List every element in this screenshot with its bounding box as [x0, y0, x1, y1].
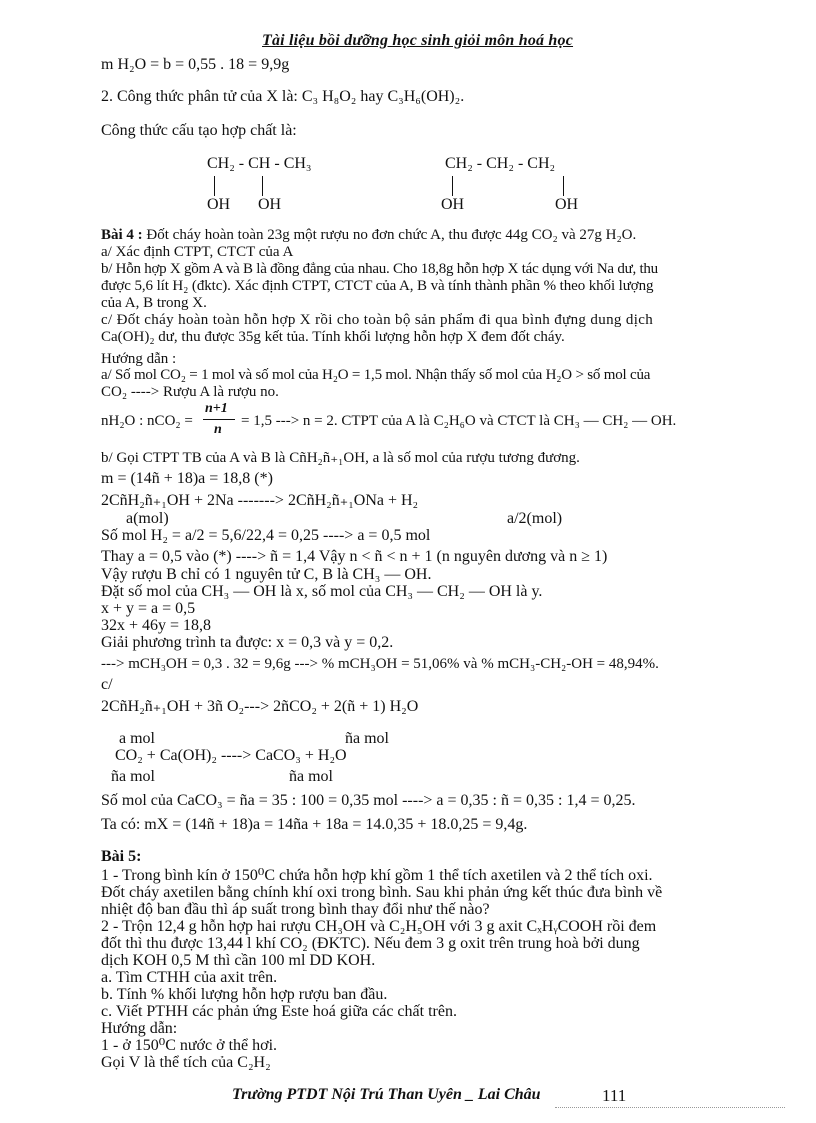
- text-line: a/ Số mol CO₂ = 1 mol và số mol của H₂O = 1,5 mol. Nhận thấy số mol của H₂O > số mol của: [101, 367, 651, 383]
- page-number: 111: [602, 1086, 627, 1105]
- bond-line: [452, 176, 453, 196]
- text-line: 1 - Trong bình kín ở 150⁰C chứa hỗn hợp khí gồm 1 thể tích axetilen và 2 thể tích oxi.: [101, 867, 653, 884]
- bond-line: [563, 176, 564, 196]
- text-line: của A, B trong X.: [101, 295, 207, 311]
- text-line: ---> mCH₃OH = 0,3 . 32 = 9,6g ---> % mCH₃OH = 51,06% và % mCH₃-CH₂-OH = 48,94%.: [101, 656, 659, 672]
- text-line: = 1,5 ---> n = 2. CTPT của A là C₂H₆O và CTCT là CH₃ — CH₂ — OH.: [241, 413, 677, 429]
- text-line: Số mol H₂ = a/2 = 5,6/22,4 = 0,25 ----> a = 0,5 mol: [101, 527, 431, 544]
- text-line: nhiệt độ ban đầu thì áp suất trong bình thay đổi như thế nào?: [101, 901, 490, 918]
- text-line: b/ Gọi CTPT TB của A và B là CñH₂ñ₊₁OH, a là số mol của rượu tương đương.: [101, 450, 580, 466]
- text-line: a(mol): [126, 510, 169, 527]
- fraction-numerator: n+1: [205, 401, 228, 416]
- fraction-denominator: n: [214, 422, 222, 437]
- text-line: Ta có: mX = (14ñ + 18)a = 14ña + 18a = 14.0,35 + 18.0,25 = 9,4g.: [101, 816, 528, 833]
- text-line: 2 - Trộn 12,4 g hỗn hợp hai rượu CH₃OH và C₂H₅OH với 3 g axit CₓHᵧCOOH rồi đem: [101, 918, 657, 935]
- page-footer: Trường PTDT Nội Trú Than Uyên _ Lai Châu: [232, 1086, 541, 1103]
- text-line: CO₂ + Ca(OH)₂ ----> CaCO₃ + H₂O: [115, 747, 347, 764]
- text-line: Đốt cháy axetilen bằng chính khí oxi trong bình. Sau khi phản ứng kết thúc đưa bình về: [101, 884, 663, 901]
- text-line: 2CñH₂ñ₊₁OH + 3ñ O₂---> 2ñCO₂ + 2(ñ + 1) H₂O: [101, 698, 419, 715]
- text-line: 2. Công thức phân tử của X là: C₃ H₈O₂ hay C₃H₆(OH)₂.: [101, 88, 465, 105]
- text-line: dịch KOH 0,5 M thì cần 100 ml DD KOH.: [101, 952, 376, 969]
- bond-line: [262, 176, 263, 196]
- text-line: Số mol của CaCO₃ = ña = 35 : 100 = 0,35 mol ----> a = 0,35 : ñ = 0,35 : 1,4 = 0,25.: [101, 792, 636, 809]
- oh-group: OH: [207, 196, 231, 213]
- text-line: a. Tìm CTHH của axit trên.: [101, 969, 278, 986]
- structure-formula-1: CH₂ - CH - CH₃: [207, 155, 312, 172]
- text-line: Giải phương trình ta được: x = 0,3 và y = 0,2.: [101, 634, 394, 651]
- text-line: Đặt số mol của CH₃ — OH là x, số mol của CH₃ — CH₂ — OH là y.: [101, 583, 543, 600]
- text-line: c. Viết PTHH các phản ứng Este hoá giữa các chất trên.: [101, 1003, 457, 1020]
- text-line: x + y = a = 0,5: [101, 600, 196, 617]
- footer-divider: [555, 1107, 785, 1108]
- text-line: Thay a = 0,5 vào (*) ----> ñ = 1,4 Vậy n < ñ < n + 1 (n nguyên dương và n ≥ 1): [101, 548, 608, 565]
- text-line: ña mol: [111, 768, 155, 785]
- bond-line: [214, 176, 215, 196]
- text-line: Hướng dẫn:: [101, 1020, 178, 1037]
- text-line: a mol: [119, 730, 155, 747]
- text-line: CO₂ ----> Rượu A là rượu no.: [101, 384, 279, 400]
- text-line: ña mol: [345, 730, 389, 747]
- text-line: đốt thì thu được 13,44 l khí CO₂ (ĐKTC). Nếu đem 3 g oxit trên trung hoà bởi dung: [101, 935, 640, 952]
- text-line: ña mol: [289, 768, 333, 785]
- text-line: b. Tính % khối lượng hỗn hợp rượu ban đầu.: [101, 986, 388, 1003]
- text-line: c/ Đốt cháy hoàn toàn hỗn hợp X rồi cho toàn bộ sản phẩm đi qua bình đựng dung dịch: [101, 312, 654, 328]
- text-line: 2CñH₂ñ₊₁OH + 2Na -------> 2CñH₂ñ₊₁ONa + H₂: [101, 492, 419, 509]
- text-line: a/2(mol): [507, 510, 563, 527]
- structure-formula-2: CH₂ - CH₂ - CH₂: [445, 155, 556, 172]
- text-line: 32x + 46y = 18,8: [101, 617, 212, 634]
- oh-group: OH: [555, 196, 579, 213]
- text-line: Hướng dẫn :: [101, 351, 177, 367]
- exercise-5-heading: Bài 5:: [101, 848, 142, 865]
- text-line: Vậy rượu B chỉ có 1 nguyên tử C, B là CH₃ — OH.: [101, 566, 432, 583]
- text-line: a/ Xác định CTPT, CTCT của A: [101, 244, 294, 260]
- text-line: Công thức cấu tạo hợp chất là:: [101, 122, 297, 139]
- oh-group: OH: [441, 196, 465, 213]
- text-line: m = (14ñ + 18)a = 18,8 (*): [101, 470, 273, 487]
- exercise-title: Bài 4 :: [101, 227, 143, 243]
- text-line: c/: [101, 676, 113, 693]
- fraction-bar: [203, 419, 235, 420]
- text-line: Ca(OH)₂ dư, thu được 35g kết tủa. Tính khối lượng hỗn hợp X đem đốt cháy.: [101, 329, 565, 345]
- oh-group: OH: [258, 196, 282, 213]
- text-line: được 5,6 lít H₂ (đktc). Xác định CTPT, CTCT của A, B và tính thành phần % theo khối lượng: [101, 278, 654, 294]
- text-line: b/ Hỗn hợp X gồm A và B là đồng đẳng của nhau. Cho 18,8g hỗn hợp X tác dụng với Na dư, thu: [101, 261, 658, 277]
- text-line: 1 - ở 150⁰C nước ở thể hơi.: [101, 1037, 278, 1054]
- text-line: m H₂O = b = 0,55 . 18 = 9,9g: [101, 56, 290, 73]
- page-header: Tài liệu bồi dưỡng học sinh giỏi môn hoá học: [262, 32, 574, 49]
- exercise-text: Đốt cháy hoàn toàn 23g một rượu no đơn chức A, thu được 44g CO₂ và 27g H₂O.: [142, 227, 637, 243]
- text-line: nH₂O : nCO₂ =: [101, 413, 193, 429]
- text-line: Gọi V là thể tích của C₂H₂: [101, 1054, 271, 1071]
- exercise-4-heading: [101, 226, 636, 244]
